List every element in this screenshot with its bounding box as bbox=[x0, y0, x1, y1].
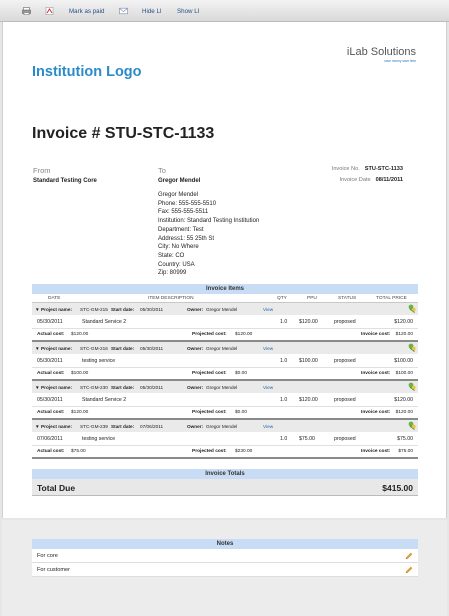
actual-cost: $75.00 bbox=[71, 449, 86, 454]
item-status: proposed bbox=[334, 397, 356, 403]
project-info-icon[interactable] bbox=[408, 343, 416, 352]
project-info-icon[interactable] bbox=[408, 304, 416, 313]
show-li-label: Show LI bbox=[177, 7, 200, 15]
invoice-number-value: STU-STC-1133 bbox=[364, 166, 403, 172]
owner-label: Owner: bbox=[187, 345, 204, 351]
project-group bbox=[32, 420, 418, 459]
collapse-toggle-icon[interactable]: ▼ bbox=[35, 423, 40, 429]
address-line: Gregor Mendel bbox=[158, 192, 199, 198]
item-ppu: $100.00 bbox=[299, 358, 318, 364]
print-button[interactable] bbox=[22, 6, 31, 16]
invoice-cost: $75.00 bbox=[398, 449, 413, 454]
project-name: STC-GM-230 bbox=[80, 384, 108, 390]
address-line: Country: USA bbox=[158, 261, 195, 268]
item-description: testing service bbox=[82, 358, 116, 364]
item-ppu: $120.00 bbox=[299, 319, 318, 325]
projected-cost-label: Projected cost: bbox=[192, 449, 227, 454]
start-date-label: Start date: bbox=[111, 384, 135, 390]
owner-label: Owner: bbox=[187, 384, 204, 390]
project-name: STC-GM-216 bbox=[80, 345, 108, 351]
item-date: 05/30/2011 bbox=[37, 358, 63, 364]
item-status: proposed bbox=[334, 436, 356, 442]
total-due-amount: $415.00 bbox=[382, 483, 413, 493]
projected-cost-label: Projected cost: bbox=[192, 410, 227, 415]
pdf-button[interactable] bbox=[45, 6, 54, 16]
item-description: testing service bbox=[82, 436, 116, 442]
address-line: Department: Test bbox=[158, 226, 204, 233]
view-link[interactable]: View bbox=[263, 384, 274, 390]
actual-cost-label: Actual cost: bbox=[37, 410, 65, 415]
owner-name: Gregor Mendel bbox=[206, 345, 238, 351]
invoice-cost-label: Invoice cost: bbox=[361, 410, 391, 415]
start-date: 07/06/2011 bbox=[140, 423, 164, 429]
project-name: STC-GM-215 bbox=[80, 306, 108, 312]
item-total: $120.00 bbox=[394, 397, 413, 403]
project-row bbox=[32, 342, 418, 354]
invoice-items bbox=[32, 284, 418, 496]
project-name-label: Project name: bbox=[41, 384, 72, 390]
invoice-date-label: Invoice Date bbox=[339, 177, 371, 183]
project-row bbox=[32, 420, 418, 432]
item-ppu: $75.00 bbox=[299, 436, 315, 442]
item-qty: 1.0 bbox=[280, 436, 288, 442]
owner-label: Owner: bbox=[187, 306, 204, 312]
line-item-row bbox=[32, 354, 418, 368]
address-line: Institution: Standard Testing Institution bbox=[158, 218, 260, 225]
project-group bbox=[32, 381, 418, 420]
note-row-core bbox=[32, 549, 418, 563]
item-total: $120.00 bbox=[394, 319, 413, 325]
start-date: 05/30/2011 bbox=[140, 384, 164, 390]
address-line: Fax: 555-555-5511 bbox=[158, 209, 209, 216]
toolbar bbox=[0, 0, 449, 22]
projected-cost: $0.00 bbox=[235, 410, 248, 415]
start-date: 05/30/2011 bbox=[140, 306, 164, 312]
address-line: Zip: 80999 bbox=[158, 270, 187, 277]
institution-logo: Institution Logo bbox=[32, 64, 142, 80]
item-ppu: $120.00 bbox=[299, 397, 318, 403]
address-line: State: CO bbox=[158, 252, 185, 259]
collapse-toggle-icon[interactable]: ▼ bbox=[35, 384, 40, 390]
col-status: STATUS bbox=[338, 296, 357, 301]
line-item-row bbox=[32, 432, 418, 446]
invoice-cost: $100.00 bbox=[395, 371, 413, 376]
view-link[interactable]: View bbox=[263, 423, 274, 429]
actual-cost: $120.00 bbox=[71, 332, 89, 337]
projected-cost: $230.00 bbox=[235, 449, 253, 454]
edit-pencil-icon[interactable] bbox=[405, 552, 413, 560]
project-info-icon[interactable] bbox=[408, 382, 416, 391]
hide-li-label: Hide LI bbox=[142, 7, 162, 15]
invoice-date bbox=[340, 177, 403, 183]
to-label: To bbox=[158, 166, 166, 175]
column-headers bbox=[32, 294, 418, 303]
invoice-cost: $120.00 bbox=[395, 410, 413, 415]
item-total: $100.00 bbox=[394, 358, 413, 364]
note-label: For customer bbox=[37, 567, 70, 573]
collapse-toggle-icon[interactable]: ▼ bbox=[35, 306, 40, 312]
col-qty: QTY bbox=[277, 296, 287, 301]
projected-cost: $120.00 bbox=[235, 332, 253, 337]
col-ppu: PPU bbox=[307, 296, 317, 301]
notes-section bbox=[32, 539, 418, 577]
invoice-cost-label: Invoice cost: bbox=[361, 371, 391, 376]
address-line: City: No Where bbox=[158, 244, 199, 251]
start-date-label: Start date: bbox=[111, 423, 135, 429]
cost-summary-row bbox=[32, 407, 418, 418]
project-name-label: Project name: bbox=[41, 306, 72, 312]
pdf-icon bbox=[45, 7, 54, 15]
view-link[interactable]: View bbox=[263, 345, 274, 351]
item-status: proposed bbox=[334, 319, 356, 325]
address-line: Phone: 555-555-5510 bbox=[158, 200, 217, 207]
item-description: Standard Service 2 bbox=[82, 319, 127, 325]
invoice-totals-header: Invoice Totals bbox=[32, 469, 418, 479]
item-qty: 1.0 bbox=[280, 358, 288, 364]
invoice-cost: $120.00 bbox=[395, 332, 413, 337]
owner-name: Gregor Mendel bbox=[206, 384, 238, 390]
project-info-icon[interactable] bbox=[408, 421, 416, 430]
item-date: 07/06/2011 bbox=[37, 436, 63, 442]
billing-address bbox=[158, 191, 259, 278]
project-group bbox=[32, 303, 418, 342]
from-label: From bbox=[33, 166, 51, 175]
item-qty: 1.0 bbox=[280, 397, 288, 403]
projected-cost-label: Projected cost: bbox=[192, 332, 227, 337]
project-group bbox=[32, 342, 418, 381]
note-row-customer bbox=[32, 563, 418, 577]
start-date: 05/30/2011 bbox=[140, 345, 164, 351]
start-date-label: Start date: bbox=[111, 306, 135, 312]
print-icon bbox=[22, 7, 31, 15]
vendor-name: iLab Solutions bbox=[346, 46, 416, 58]
col-date: DATE bbox=[48, 296, 61, 301]
email-button[interactable] bbox=[119, 6, 128, 16]
show-li-link[interactable] bbox=[177, 6, 199, 16]
start-date-label: Start date: bbox=[111, 345, 135, 351]
col-total-price: TOTAL PRICE bbox=[376, 296, 407, 301]
invoice-number-label: Invoice No. bbox=[331, 166, 360, 172]
project-name-label: Project name: bbox=[41, 345, 72, 351]
collapse-toggle-icon[interactable]: ▼ bbox=[35, 345, 40, 351]
view-link[interactable]: View bbox=[263, 306, 274, 312]
notes-header: Notes bbox=[32, 539, 418, 549]
item-date: 05/30/2011 bbox=[37, 397, 63, 403]
cost-summary-row bbox=[32, 446, 418, 457]
item-qty: 1.0 bbox=[280, 319, 288, 325]
invoice-number bbox=[332, 166, 403, 172]
vendor-logo bbox=[347, 46, 416, 63]
line-item-row bbox=[32, 393, 418, 407]
projected-cost-label: Projected cost: bbox=[192, 371, 227, 376]
invoice-cost-label: Invoice cost: bbox=[361, 332, 391, 337]
item-description: Standard Service 2 bbox=[82, 397, 127, 403]
line-item-row bbox=[32, 315, 418, 329]
total-due-label: Total Due bbox=[37, 483, 76, 493]
col-description: ITEM DESCRIPTION bbox=[148, 296, 194, 301]
cost-summary-row bbox=[32, 368, 418, 379]
invoice-date-value: 08/11/2011 bbox=[375, 177, 403, 183]
project-row bbox=[32, 381, 418, 393]
owner-name: Gregor Mendel bbox=[206, 423, 238, 429]
owner-name: Gregor Mendel bbox=[206, 306, 238, 312]
projected-cost: $0.00 bbox=[235, 371, 248, 376]
project-row bbox=[32, 303, 418, 315]
address-line: Address1: 55 25th St bbox=[158, 235, 215, 242]
project-name-label: Project name: bbox=[41, 423, 72, 429]
actual-cost-label: Actual cost: bbox=[37, 332, 65, 337]
edit-pencil-icon[interactable] bbox=[405, 566, 413, 574]
total-due-row bbox=[32, 479, 418, 496]
cost-summary-row bbox=[32, 329, 418, 340]
project-name: STC-GM-239 bbox=[80, 423, 108, 429]
mark-as-paid-link[interactable] bbox=[69, 6, 104, 16]
actual-cost-label: Actual cost: bbox=[37, 449, 65, 454]
invoice-title: Invoice # STU-STC-1133 bbox=[32, 125, 215, 142]
item-total: $75.00 bbox=[397, 436, 413, 442]
actual-cost: $100.00 bbox=[71, 371, 89, 376]
invoice-cost-label: Invoice cost: bbox=[361, 449, 391, 454]
hide-li-link[interactable] bbox=[142, 6, 162, 16]
item-status: proposed bbox=[334, 358, 356, 364]
owner-label: Owner: bbox=[187, 423, 204, 429]
vendor-tagline: save money save time bbox=[384, 59, 416, 63]
note-label: For core bbox=[37, 553, 58, 559]
mark-as-paid-label: Mark as paid bbox=[69, 7, 105, 15]
actual-cost: $120.00 bbox=[71, 410, 89, 415]
envelope-icon bbox=[119, 7, 128, 15]
actual-cost-label: Actual cost: bbox=[37, 371, 65, 376]
invoice-items-header: Invoice Items bbox=[32, 284, 418, 294]
from-name: Standard Testing Core bbox=[33, 178, 97, 184]
item-date: 05/30/2011 bbox=[37, 319, 63, 325]
to-name: Gregor Mendel bbox=[158, 178, 201, 184]
